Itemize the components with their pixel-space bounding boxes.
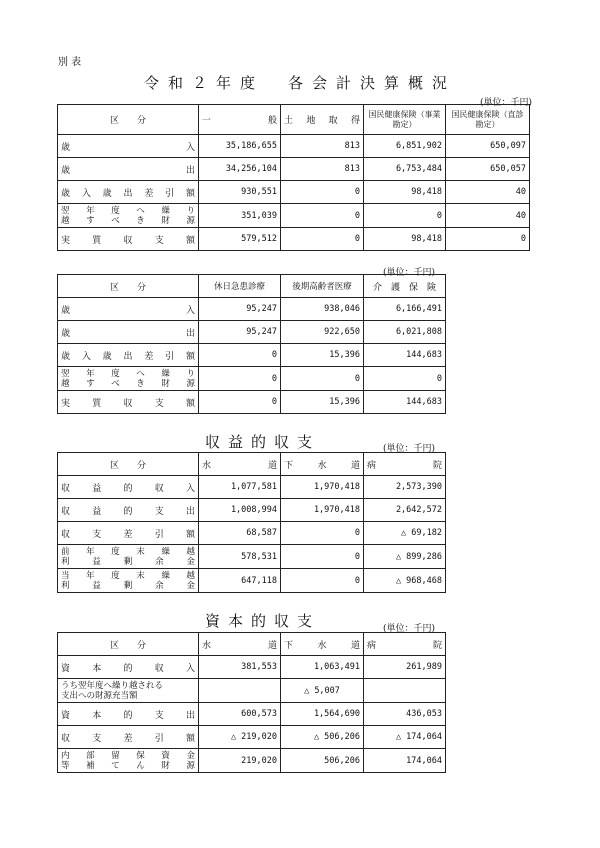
header-general: 一 般 [199, 105, 281, 135]
summary-table-special [57, 274, 446, 414]
value-cell: 1,970,418 [281, 476, 364, 499]
table-row [58, 135, 530, 158]
row-label: 収 益 的 支 出 [58, 499, 199, 522]
value-cell: 436,053 [364, 703, 446, 726]
table-row [58, 522, 446, 545]
table-row [58, 726, 446, 749]
header-nhi-business: 国民健康保険（事業勘定） [364, 105, 446, 135]
unit-label-4: (単位：千円) [383, 624, 436, 634]
table-row [58, 367, 446, 391]
value-cell: 6,021,808 [364, 321, 446, 344]
value-cell: 6,851,902 [364, 135, 446, 158]
value-cell: 813 [281, 135, 364, 158]
table-row [58, 391, 446, 414]
row-label: 歳 入 [58, 135, 199, 158]
row-label: 前 年 度 末 繰 越 利 益 剰 余 金 [58, 545, 199, 569]
value-cell: 650,097 [446, 135, 530, 158]
table-row [58, 298, 446, 321]
value-cell: 647,118 [199, 569, 281, 593]
value-cell: 1,970,418 [281, 499, 364, 522]
header-sewer: 下 水 道 [281, 453, 364, 476]
value-cell: 6,753,484 [364, 158, 446, 181]
value-cell: 930,551 [199, 181, 281, 204]
value-cell [199, 679, 281, 703]
value-cell: 6,166,491 [364, 298, 446, 321]
row-label: 内 部 留 保 資 金 等 補 て ん 財 源 [58, 749, 199, 773]
row-label: 収 支 差 引 額 [58, 522, 199, 545]
row-label: 歳 出 [58, 321, 199, 344]
value-cell: 98,418 [364, 228, 446, 251]
section-title-revenue: 収益的収支 [205, 433, 321, 451]
header-care-insurance: 介 護 保 険 [364, 275, 446, 298]
value-cell: 144,683 [364, 391, 446, 414]
header-category: 区 分 [58, 275, 199, 298]
header-hospital: 病 院 [364, 453, 446, 476]
table-row [58, 344, 446, 367]
value-cell: 68,587 [199, 522, 281, 545]
row-label: うち翌年度へ繰り越される 支出への財源充当額 [58, 679, 199, 703]
table-row [58, 204, 530, 228]
row-label: 歳 入 歳 出 差 引 額 [58, 181, 199, 204]
value-cell: 0 [199, 344, 281, 367]
value-cell: △ 968,468 [364, 569, 446, 593]
row-label: 歳 入 歳 出 差 引 額 [58, 344, 199, 367]
value-cell: 15,396 [281, 344, 364, 367]
value-cell: 0 [199, 367, 281, 391]
unit-label-1: (単位：千円) [480, 98, 533, 108]
row-label: 資 本 的 収 入 [58, 656, 199, 679]
header-holiday-clinic: 休日急患診療 [199, 275, 281, 298]
table-row [58, 476, 446, 499]
value-cell: 813 [281, 158, 364, 181]
row-label: 歳 出 [58, 158, 199, 181]
value-cell: 95,247 [199, 298, 281, 321]
row-label: 翌 年 度 へ 繰 り 越 す べ き 財 源 [58, 367, 199, 391]
value-cell: 15,396 [281, 391, 364, 414]
table-row [58, 499, 446, 522]
value-cell: 351,039 [199, 204, 281, 228]
page-title: 令和２年度 各会計決算概況 [143, 74, 456, 92]
header-late-elderly: 後期高齢者医療 [281, 275, 364, 298]
value-cell: 98,418 [364, 181, 446, 204]
table-row [58, 703, 446, 726]
row-label: 歳 入 [58, 298, 199, 321]
value-cell: 1,564,690 [281, 703, 364, 726]
value-cell: 1,077,581 [199, 476, 281, 499]
header-nhi-clinic: 国民健康保険（直診勘定） [446, 105, 530, 135]
capital-table [57, 632, 446, 773]
header-category: 区 分 [58, 633, 199, 656]
header-water: 水 道 [199, 453, 281, 476]
section-title-capital: 資本的収支 [205, 612, 321, 630]
value-cell: △ 219,020 [199, 726, 281, 749]
table-row [58, 749, 446, 773]
value-cell: 40 [446, 181, 530, 204]
value-cell: 506,206 [281, 749, 364, 773]
value-cell [364, 679, 446, 703]
value-cell: 650,057 [446, 158, 530, 181]
value-cell: 0 [281, 367, 364, 391]
value-cell: 0 [199, 391, 281, 414]
value-cell: 35,186,655 [199, 135, 281, 158]
revenue-table [57, 452, 446, 593]
table-row [58, 228, 530, 251]
header-category: 区 分 [58, 105, 199, 135]
value-cell: 34,256,104 [199, 158, 281, 181]
value-cell: △ 506,206 [281, 726, 364, 749]
value-cell: 2,642,572 [364, 499, 446, 522]
value-cell: 1,063,491 [281, 656, 364, 679]
value-cell: 0 [281, 569, 364, 593]
value-cell: △ 69,182 [364, 522, 446, 545]
row-label: 資 本 的 支 出 [58, 703, 199, 726]
header-sewer: 下 水 道 [281, 633, 364, 656]
summary-table-general [57, 104, 530, 251]
table-row [58, 321, 446, 344]
row-label: 実 質 収 支 額 [58, 391, 199, 414]
value-cell: 938,046 [281, 298, 364, 321]
unit-label-2: (単位：千円) [383, 268, 436, 278]
value-cell: 0 [281, 228, 364, 251]
value-cell: 579,512 [199, 228, 281, 251]
annex-label: 別 表 [58, 57, 82, 68]
value-cell: 219,020 [199, 749, 281, 773]
value-cell: 261,989 [364, 656, 446, 679]
table-row [58, 158, 530, 181]
value-cell: 174,064 [364, 749, 446, 773]
header-hospital: 病 院 [364, 633, 446, 656]
value-cell: 1,008,994 [199, 499, 281, 522]
value-cell: 144,683 [364, 344, 446, 367]
value-cell: 0 [281, 181, 364, 204]
row-label: 収 益 的 収 入 [58, 476, 199, 499]
value-cell: 578,531 [199, 545, 281, 569]
value-cell: 0 [281, 545, 364, 569]
value-cell: 40 [446, 204, 530, 228]
value-cell: △ 174,064 [364, 726, 446, 749]
value-cell: 95,247 [199, 321, 281, 344]
value-cell: 381,553 [199, 656, 281, 679]
table-row [58, 545, 446, 569]
row-label: 当 年 度 末 繰 越 利 益 剰 余 金 [58, 569, 199, 593]
header-category: 区 分 [58, 453, 199, 476]
row-label: 実 質 収 支 額 [58, 228, 199, 251]
row-label: 収 支 差 引 額 [58, 726, 199, 749]
value-cell: 0 [446, 228, 530, 251]
value-cell: 600,573 [199, 703, 281, 726]
value-cell: 0 [364, 367, 446, 391]
value-cell: 922,650 [281, 321, 364, 344]
value-cell: △ 899,286 [364, 545, 446, 569]
header-land: 土 地 取 得 [281, 105, 364, 135]
table-row [58, 679, 446, 703]
table-row [58, 181, 530, 204]
header-water: 水 道 [199, 633, 281, 656]
table-row [58, 569, 446, 593]
value-cell: 0 [281, 522, 364, 545]
row-label: 翌 年 度 へ 繰 り 越 す べ き 財 源 [58, 204, 199, 228]
value-cell: △ 5,007 [281, 679, 364, 703]
unit-label-3: (単位：千円) [383, 444, 436, 454]
value-cell: 0 [281, 204, 364, 228]
value-cell: 2,573,390 [364, 476, 446, 499]
table-row [58, 656, 446, 679]
value-cell: 0 [364, 204, 446, 228]
